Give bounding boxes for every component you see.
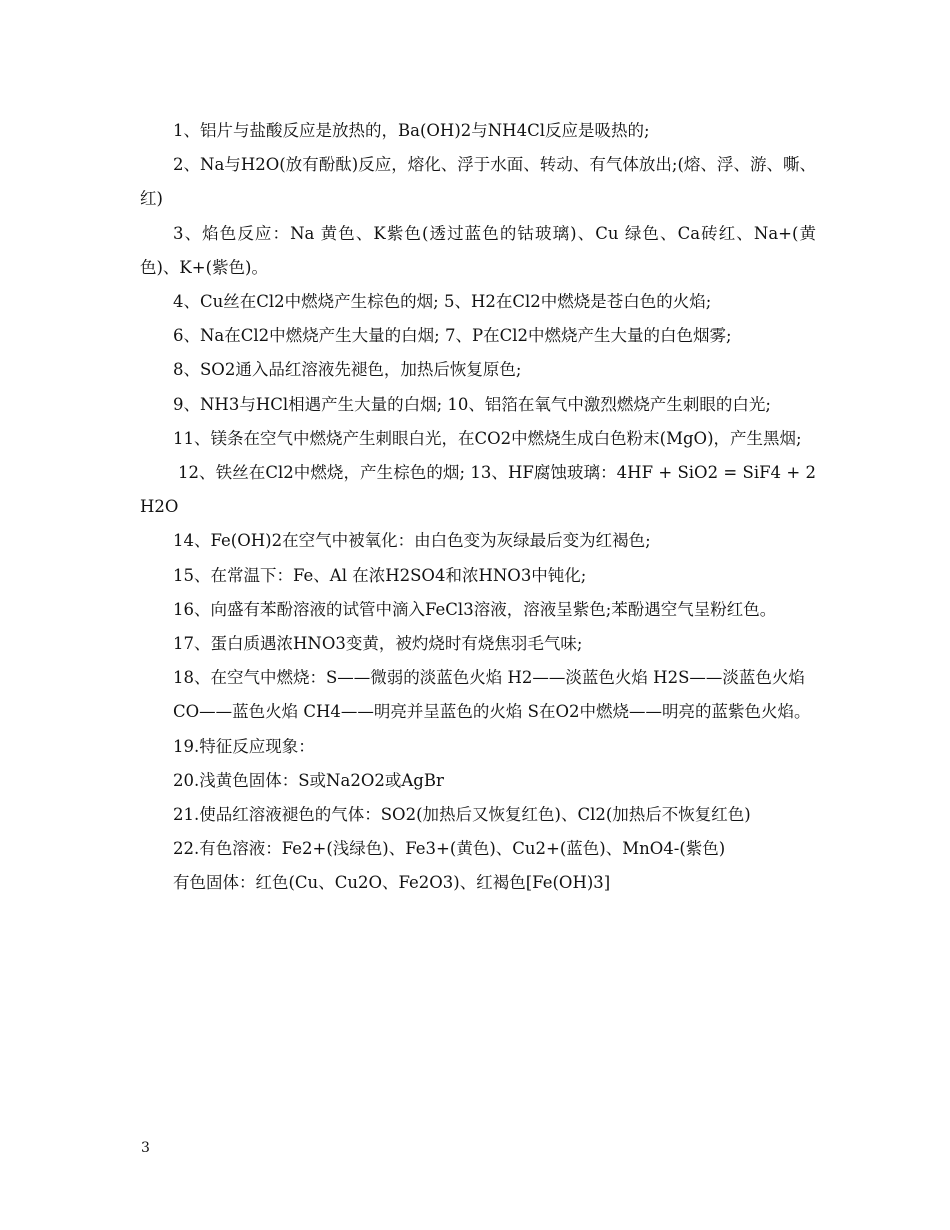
paragraph-14: 18、在空气中燃烧：S——微弱的淡蓝色火焰 H2——淡蓝色火焰 H2S——淡蓝色火焰 [173,668,805,688]
paragraph-7: 9、NH3与HCl相遇产生大量的白烟; 10、铝箔在氧气中激烈燃烧产生刺眼的白光; [173,394,771,414]
paragraph-12: 16、向盛有苯酚溶液的试管中滴入FeCl3溶液，溶液呈紫色;苯酚遇空气呈粉红色。 [173,599,777,619]
paragraph-9: 12、铁丝在Cl2中燃烧，产生棕色的烟; 13、HF腐蚀玻璃：4HF + SiO2 = SiF4 + 2H2O [140,463,816,517]
paragraph-2: 2、Na与H2O(放有酚酞)反应，熔化、浮于水面、转动、有气体放出;(熔、浮、游、嘶、红) [140,155,816,209]
page-number: 3 [141,1140,150,1156]
paragraph-13: 17、蛋白质遇浓HNO3变黄，被灼烧时有烧焦羽毛气味; [173,634,583,654]
paragraph-6: 8、SO2通入品红溶液先褪色，加热后恢复原色; [173,360,522,380]
paragraph-1: 1、铝片与盐酸反应是放热的，Ba(OH)2与NH4Cl反应是吸热的; [173,121,650,140]
paragraph-17: 20.浅黄色固体：S或Na2O2或AgBr [173,770,444,790]
paragraph-16: 19.特征反应现象： [173,736,315,756]
document-body [140,114,816,901]
paragraph-10: 14、Fe(OH)2在空气中被氧化：由白色变为灰绿最后变为红褐色; [173,531,651,551]
paragraph-20: 有色固体：红色(Cu、Cu2O、Fe2O3)、红褐色[Fe(OH)3] [173,873,611,893]
paragraph-3: 3、焰色反应：Na 黄色、K紫色(透过蓝色的钴玻璃)、Cu 绿色、Ca砖红、Na+(黄色)、K+(紫色)。 [140,223,816,277]
paragraph-18: 21.使品红溶液褪色的气体：SO2(加热后又恢复红色)、Cl2(加热后不恢复红色) [173,805,751,825]
paragraph-8: 11、镁条在空气中燃烧产生刺眼白光，在CO2中燃烧生成白色粉末(MgO)，产生黑烟; [173,428,802,448]
paragraph-11: 15、在常温下：Fe、Al 在浓H2SO4和浓HNO3中钝化; [173,565,587,585]
paragraph-5: 6、Na在Cl2中燃烧产生大量的白烟; 7、P在Cl2中燃烧产生大量的白色烟雾; [173,326,732,346]
paragraph-4: 4、Cu丝在Cl2中燃烧产生棕色的烟; 5、H2在Cl2中燃烧是苍白色的火焰; [173,292,712,312]
paragraph-15: CO——蓝色火焰 CH4——明亮并呈蓝色的火焰 S在O2中燃烧——明亮的蓝紫色火焰。 [173,702,811,722]
paragraph-19: 22.有色溶液：Fe2+(浅绿色)、Fe3+(黄色)、Cu2+(蓝色)、MnO4-(紫色) [173,839,726,859]
